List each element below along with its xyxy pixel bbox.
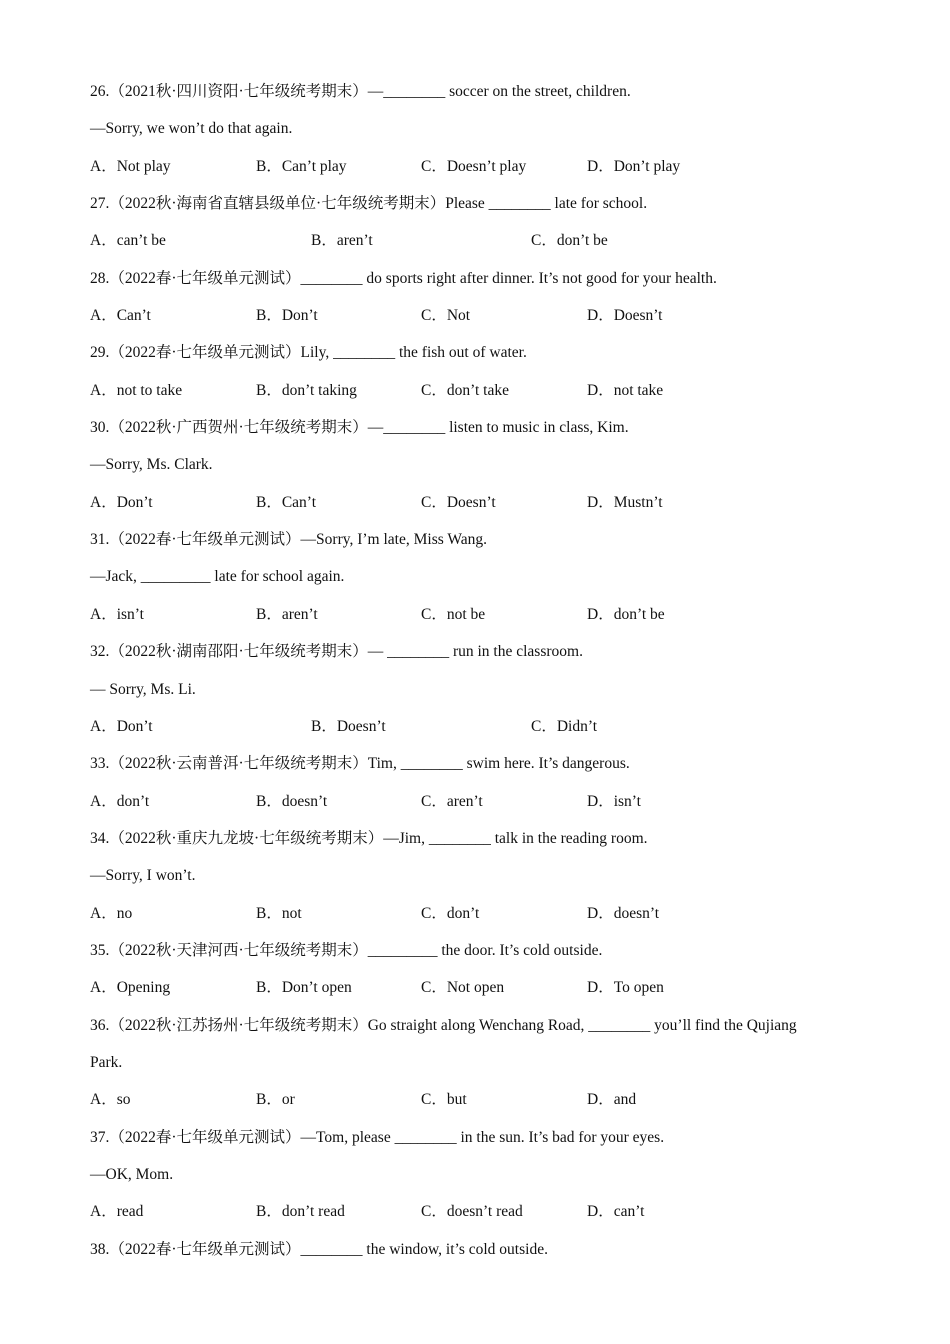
answer-option: B．doesn’t xyxy=(256,792,328,810)
question-stem: 37.（2022春·七年级单元测试）—Tom, please ________ in the sun. It’s bad for your eyes. xyxy=(90,1128,665,1146)
answer-option: B．don’t taking xyxy=(256,381,357,399)
answer-option: D．and xyxy=(587,1091,637,1109)
question-item xyxy=(90,827,880,939)
answer-option: A．isn’t xyxy=(90,605,144,623)
question-item xyxy=(90,752,880,827)
question-stem: 26.（2021秋·四川资阳·七年级统考期末）—________ soccer on the street, children. xyxy=(90,83,631,100)
answer-option: B．not xyxy=(256,904,302,922)
question-dialog-line: Park. xyxy=(90,1053,123,1071)
answer-option: B．aren’t xyxy=(311,232,373,250)
answer-option: D．Don’t play xyxy=(587,157,681,175)
answer-option: D．Doesn’t xyxy=(587,307,663,325)
question-item xyxy=(90,267,880,342)
question-stem: 30.（2022秋·广西贺州·七年级统考期末）—________ listen to music in class, Kim. xyxy=(90,419,629,437)
question-list xyxy=(90,80,880,1275)
question-stem: 29.（2022春·七年级单元测试）Lily, ________ the fish out of water. xyxy=(90,344,527,362)
question-item xyxy=(90,528,880,640)
answer-option: C．doesn’t read xyxy=(421,1203,523,1221)
answer-option: B．Don’t open xyxy=(256,979,352,997)
question-stem: 36.（2022秋·江苏扬州·七年级统考期末）Go straight along Wenchang Road, ________ you’ll find the Qujiang xyxy=(90,1016,797,1034)
answer-options xyxy=(90,715,880,752)
answer-option: D．not take xyxy=(587,381,664,399)
answer-option: A．Can’t xyxy=(90,307,151,325)
answer-option: A．Don’t xyxy=(90,493,153,511)
question-item xyxy=(90,80,880,192)
answer-options xyxy=(90,229,880,266)
question-stem: 34.（2022秋·重庆九龙坡·七年级统考期末）—Jim, ________ talk in the reading room. xyxy=(90,829,648,847)
answer-option: A．can’t be xyxy=(90,232,166,250)
question-stem: 38.（2022春·七年级单元测试）________ the window, it’s cold outside. xyxy=(90,1240,548,1258)
answer-option: A．Opening xyxy=(90,979,171,997)
answer-options xyxy=(90,379,880,416)
answer-option: C．Not xyxy=(421,307,471,325)
question-dialog-line: —Sorry, we won’t do that again. xyxy=(90,120,293,138)
question-stem: 31.（2022春·七年级单元测试）—Sorry, I’m late, Miss Wang. xyxy=(90,531,487,549)
answer-option: D．doesn’t xyxy=(587,904,660,922)
question-dialog-line: — Sorry, Ms. Li. xyxy=(90,680,196,698)
question-item xyxy=(90,1126,880,1238)
question-stem: 28.（2022春·七年级单元测试）________ do sports right after dinner. It’s not good for your health. xyxy=(90,269,717,287)
question-item xyxy=(90,192,880,267)
answer-option: A．no xyxy=(90,904,133,922)
answer-option: A．Not play xyxy=(90,157,171,175)
answer-option: B．aren’t xyxy=(256,605,318,623)
answer-option: A．don’t xyxy=(90,792,150,810)
answer-option: C．Not open xyxy=(421,979,505,997)
answer-option: B．Can’t play xyxy=(256,157,347,175)
question-item xyxy=(90,939,880,1014)
answer-options xyxy=(90,1200,880,1237)
question-stem: 27.（2022秋·海南省直辖县级单位·七年级统考期末）Please ________ late for school. xyxy=(90,195,648,213)
answer-option: D．can’t xyxy=(587,1203,645,1221)
answer-option: D．To open xyxy=(587,979,664,997)
answer-options xyxy=(90,155,880,192)
answer-option: C．don’t xyxy=(421,904,480,922)
answer-option: D．isn’t xyxy=(587,792,641,810)
answer-option: B．or xyxy=(256,1091,295,1109)
question-dialog-line: —OK, Mom. xyxy=(90,1165,174,1183)
answer-option: C．don’t be xyxy=(531,232,608,250)
question-stem: 32.（2022秋·湖南邵阳·七年级统考期末）— ________ run in the classroom. xyxy=(90,643,583,661)
question-item xyxy=(90,1014,880,1126)
answer-option: B．Can’t xyxy=(256,493,316,511)
answer-options xyxy=(90,304,880,341)
answer-option: C．Doesn’t xyxy=(421,493,496,511)
answer-option: C．Didn’t xyxy=(531,717,598,735)
answer-options xyxy=(90,902,880,939)
answer-options xyxy=(90,1088,880,1125)
question-item xyxy=(90,341,880,416)
answer-option: C．Doesn’t play xyxy=(421,157,527,175)
answer-option: C．aren’t xyxy=(421,792,483,810)
answer-option: A．Don’t xyxy=(90,717,153,735)
question-dialog-line: —Jack, _________ late for school again. xyxy=(90,568,345,586)
answer-options xyxy=(90,491,880,528)
question-dialog-line: —Sorry, I won’t. xyxy=(90,867,196,885)
answer-options xyxy=(90,790,880,827)
answer-option: B．Doesn’t xyxy=(311,717,386,735)
answer-option: D．don’t be xyxy=(587,605,665,623)
question-stem: 33.（2022秋·云南普洱·七年级统考期末）Tim, ________ swim here. It’s dangerous. xyxy=(90,755,630,773)
answer-option: C．don’t take xyxy=(421,381,509,399)
answer-option: B．Don’t xyxy=(256,307,318,325)
question-item xyxy=(90,640,880,752)
question-item xyxy=(90,416,880,528)
question-dialog-line: —Sorry, Ms. Clark. xyxy=(90,456,213,474)
answer-option: C．not be xyxy=(421,605,486,623)
answer-option: A．so xyxy=(90,1091,131,1109)
question-stem: 35.（2022秋·天津河西·七年级统考期末）_________ the door. It’s cold outside. xyxy=(90,941,603,959)
question-item xyxy=(90,1238,880,1275)
answer-option: A．read xyxy=(90,1203,144,1221)
answer-options xyxy=(90,603,880,640)
answer-option: D．Mustn’t xyxy=(587,493,663,511)
answer-options xyxy=(90,976,880,1013)
answer-option: B．don’t read xyxy=(256,1203,345,1221)
answer-option: A．not to take xyxy=(90,381,183,399)
answer-option: C．but xyxy=(421,1091,467,1109)
